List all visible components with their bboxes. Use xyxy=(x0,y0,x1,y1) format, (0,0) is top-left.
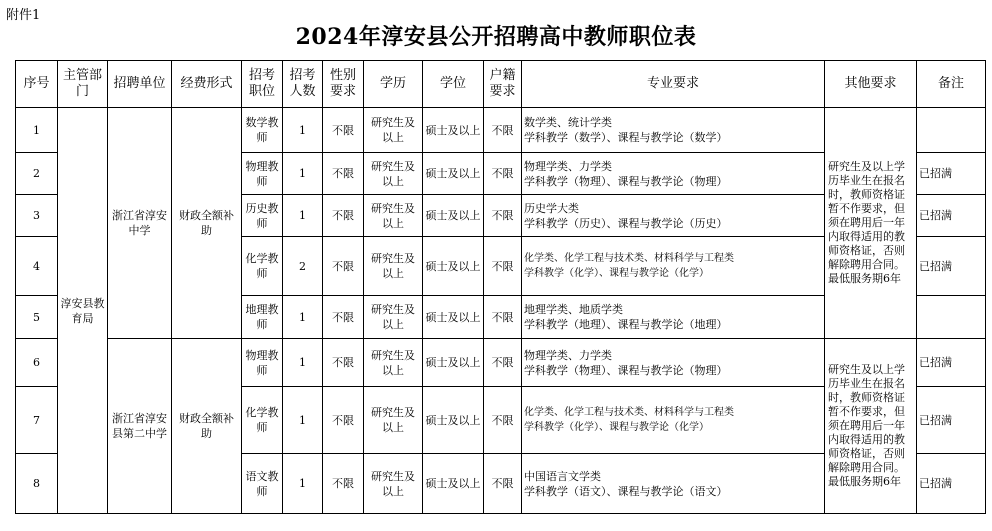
cell-funding: 财政全额补助 xyxy=(172,339,242,514)
cell-seq: 5 xyxy=(16,296,58,339)
cell-major xyxy=(522,296,825,339)
header-other: 其他要求 xyxy=(825,61,917,108)
header-funding: 经费形式 xyxy=(172,61,242,108)
header-gender: 性别要求 xyxy=(323,61,364,108)
cell-seq: 1 xyxy=(16,108,58,153)
major-line: 学科教学（化学）、课程与教学论（化学） xyxy=(524,422,709,433)
cell-count: 1 xyxy=(283,387,323,454)
cell-position: 地理教师 xyxy=(242,296,283,339)
cell-degree: 硕士及以上 xyxy=(423,108,484,153)
cell-major xyxy=(522,387,825,454)
cell-funding: 财政全额补助 xyxy=(172,108,242,339)
cell-count: 1 xyxy=(283,296,323,339)
cell-remark: 已招满 xyxy=(917,454,986,514)
cell-education: 研究生及以上 xyxy=(364,237,423,296)
cell-count: 2 xyxy=(283,237,323,296)
cell-education: 研究生及以上 xyxy=(364,339,423,387)
major-line: 学科教学（化学）、课程与教学论（化学） xyxy=(524,268,709,279)
header-unit: 招聘单位 xyxy=(108,61,172,108)
header-major: 专业要求 xyxy=(522,61,825,108)
major-line: 学科教学（物理）、课程与教学论（物理） xyxy=(524,174,728,188)
cell-major xyxy=(522,108,825,153)
major-line: 化学类、化学工程与技术类、材料科学与工程类 xyxy=(524,407,734,418)
cell-hukou: 不限 xyxy=(484,339,522,387)
cell-hukou: 不限 xyxy=(484,237,522,296)
cell-hukou: 不限 xyxy=(484,153,522,195)
cell-education: 研究生及以上 xyxy=(364,108,423,153)
cell-gender: 不限 xyxy=(323,195,364,237)
cell-degree: 硕士及以上 xyxy=(423,339,484,387)
cell-position: 数学教师 xyxy=(242,108,283,153)
cell-gender: 不限 xyxy=(323,339,364,387)
cell-count: 1 xyxy=(283,339,323,387)
cell-position: 语文教师 xyxy=(242,454,283,514)
major-line: 数学类、统计学类 xyxy=(524,116,612,129)
cell-remark xyxy=(917,108,986,153)
cell-remark: 已招满 xyxy=(917,195,986,237)
page-title: 2024年淳安县公开招聘高中教师职位表 xyxy=(295,24,697,50)
header-count: 招考人数 xyxy=(283,61,323,108)
cell-education: 研究生及以上 xyxy=(364,195,423,237)
cell-seq: 7 xyxy=(16,387,58,454)
cell-gender: 不限 xyxy=(323,237,364,296)
major-line: 物理学类、力学类 xyxy=(524,348,612,362)
cell-remark: 已招满 xyxy=(917,237,986,296)
cell-position: 化学教师 xyxy=(242,237,283,296)
cell-hukou: 不限 xyxy=(484,195,522,237)
cell-seq: 2 xyxy=(16,153,58,195)
cell-count: 1 xyxy=(283,108,323,153)
header-degree: 学位 xyxy=(423,61,484,108)
header-row xyxy=(16,61,986,108)
header-hukou: 户籍要求 xyxy=(484,61,522,108)
cell-count: 1 xyxy=(283,153,323,195)
cell-degree: 硕士及以上 xyxy=(423,387,484,454)
cell-seq: 6 xyxy=(16,339,58,387)
cell-position: 物理教师 xyxy=(242,153,283,195)
cell-education: 研究生及以上 xyxy=(364,454,423,514)
cell-major xyxy=(522,339,825,387)
positions-table xyxy=(15,60,986,514)
cell-gender: 不限 xyxy=(323,296,364,339)
cell-other: 研究生及以上学历毕业生在报名时，教师资格证暂不作要求，但须在聘用后一年内取得适用的教师资格证，否则解除聘用合同。最低服务期6年 xyxy=(825,339,917,514)
major-line: 中国语言文学类 xyxy=(524,469,601,483)
major-line: 学科教学（历史）、课程与教学论（历史） xyxy=(524,216,728,230)
table-row xyxy=(16,339,986,387)
cell-position: 化学教师 xyxy=(242,387,283,454)
header-dept: 主管部门 xyxy=(58,61,108,108)
major-line: 学科教学（数学）、课程与教学论（数学） xyxy=(524,131,728,144)
cell-position: 历史教师 xyxy=(242,195,283,237)
major-line: 学科教学（地理）、课程与教学论（地理） xyxy=(524,318,728,331)
cell-hukou: 不限 xyxy=(484,387,522,454)
cell-degree: 硕士及以上 xyxy=(423,454,484,514)
cell-remark: 已招满 xyxy=(917,153,986,195)
cell-hukou: 不限 xyxy=(484,108,522,153)
cell-major xyxy=(522,195,825,237)
cell-seq: 3 xyxy=(16,195,58,237)
cell-seq: 4 xyxy=(16,237,58,296)
cell-remark: 已招满 xyxy=(917,387,986,454)
cell-degree: 硕士及以上 xyxy=(423,296,484,339)
cell-gender: 不限 xyxy=(323,153,364,195)
cell-hukou: 不限 xyxy=(484,454,522,514)
major-line: 物理学类、力学类 xyxy=(524,159,612,173)
cell-gender: 不限 xyxy=(323,454,364,514)
header-remark: 备注 xyxy=(917,61,986,108)
attachment-label: 附件1 xyxy=(6,8,41,23)
cell-position: 物理教师 xyxy=(242,339,283,387)
major-line: 学科教学（物理）、课程与教学论（物理） xyxy=(524,363,728,377)
cell-dept: 淳安县教育局 xyxy=(58,108,108,514)
cell-other: 研究生及以上学历毕业生在报名时，教师资格证暂不作要求，但须在聘用后一年内取得适用的教师资格证，否则解除聘用合同。最低服务期6年 xyxy=(825,108,917,339)
cell-major xyxy=(522,237,825,296)
major-line: 历史学大类 xyxy=(524,201,579,215)
header-seq: 序号 xyxy=(16,61,58,108)
cell-degree: 硕士及以上 xyxy=(423,237,484,296)
cell-unit: 浙江省淳安中学 xyxy=(108,108,172,339)
cell-degree: 硕士及以上 xyxy=(423,195,484,237)
cell-education: 研究生及以上 xyxy=(364,296,423,339)
cell-degree: 硕士及以上 xyxy=(423,153,484,195)
cell-major xyxy=(522,454,825,514)
cell-gender: 不限 xyxy=(323,387,364,454)
cell-count: 1 xyxy=(283,454,323,514)
cell-unit: 浙江省淳安县第二中学 xyxy=(108,339,172,514)
cell-remark xyxy=(917,296,986,339)
table-row xyxy=(16,108,986,153)
cell-remark: 已招满 xyxy=(917,339,986,387)
cell-education: 研究生及以上 xyxy=(364,153,423,195)
cell-count: 1 xyxy=(283,195,323,237)
cell-major xyxy=(522,153,825,195)
major-line: 地理学类、地质学类 xyxy=(524,303,623,316)
header-position: 招考职位 xyxy=(242,61,283,108)
major-line: 化学类、化学工程与技术类、材料科学与工程类 xyxy=(524,253,734,264)
header-education: 学历 xyxy=(364,61,423,108)
cell-education: 研究生及以上 xyxy=(364,387,423,454)
cell-gender: 不限 xyxy=(323,108,364,153)
cell-seq: 8 xyxy=(16,454,58,514)
cell-hukou: 不限 xyxy=(484,296,522,339)
major-line: 学科教学（语文）、课程与教学论（语文） xyxy=(524,484,728,498)
